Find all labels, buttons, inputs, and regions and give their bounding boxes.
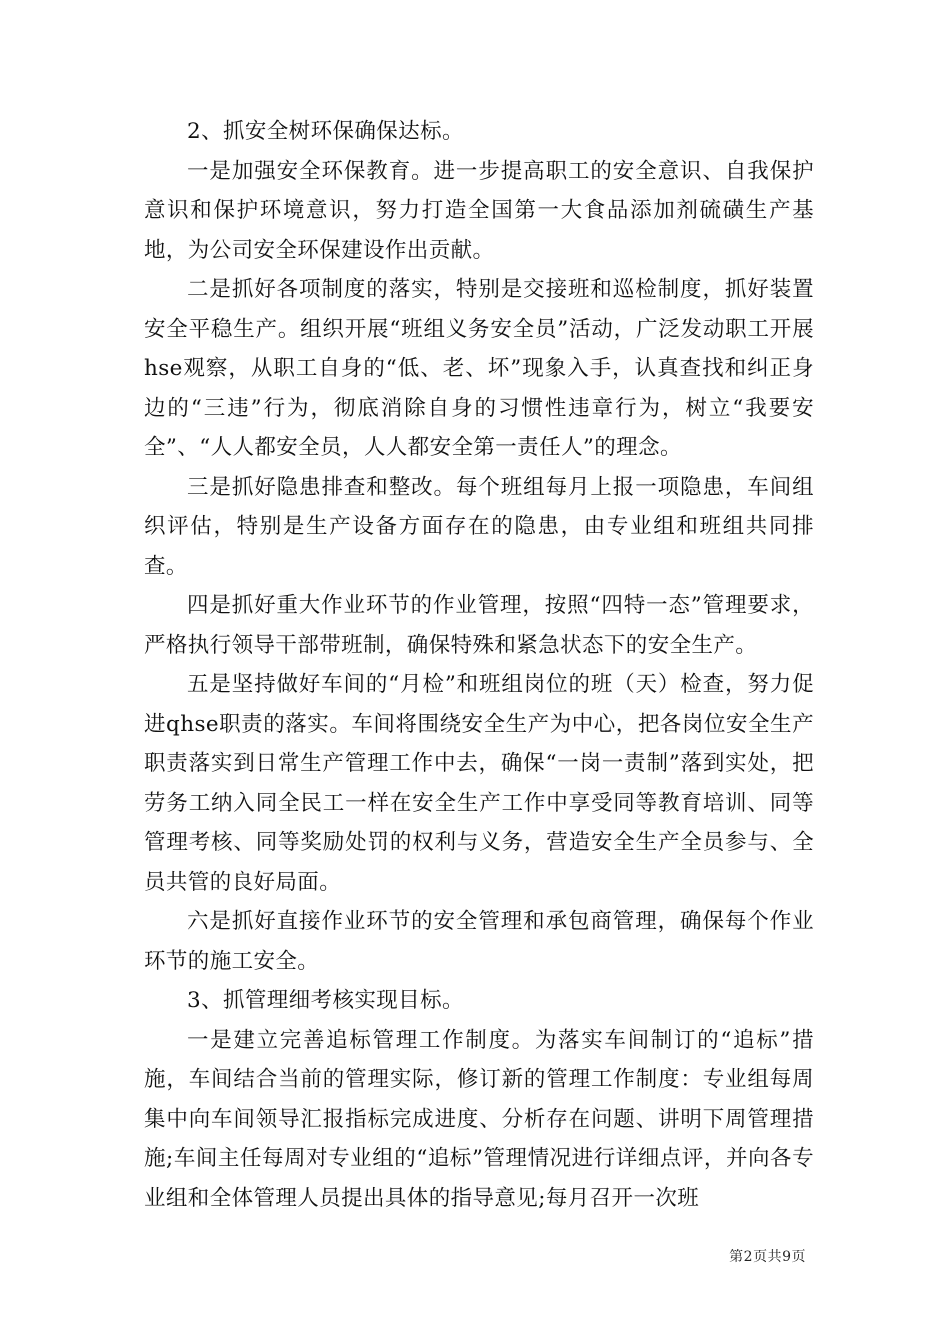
- paragraph-tracking-system: 一是建立完善追标管理工作制度。为落实车间制订的“追标”措施，车间结合当前的管理实际，修订新的管理工作制度：专业组每周集中向车间领导汇报指标完成进度、分析存在问题、讲明下周管理措施;车间主任每周对专业组的“追标”管理情况进行详细点评，并向各专业组和全体管理人员提出具体的指导意见;每月召开一次班: [144, 1027, 814, 1211]
- paragraph-major-operations: 四是抓好重大作业环节的作业管理，按照“四特一态”管理要求，严格执行领导干部带班制，确保特殊和紧急状态下的安全生产。: [144, 593, 814, 658]
- paragraph-monthly-check: 五是坚持做好车间的“月检”和班组岗位的班（天）检查，努力促进qhse职责的落实。车间将围绕安全生产为中心，把各岗位安全生产职责落实到日常生产管理工作中去，确保“一岗一责制”落到实处，把劳务工纳入同全民工一样在安全生产工作中享受同等教育培训、同等管理考核、同等奖励处罚的权利与义务，营造安全生产全员参与、全员共管的良好局面。: [144, 672, 814, 895]
- section-heading-2: 2、抓安全树环保确保达标。: [187, 119, 464, 144]
- page-number-footer: 第2页共9页: [729, 1249, 806, 1265]
- section-heading-3: 3、抓管理细考核实现目标。: [187, 988, 464, 1013]
- paragraph-hazard-inspection: 三是抓好隐患排查和整改。每个班组每月上报一项隐患，车间组织评估，特别是生产设备方面存在的隐患，由专业组和班组共同排查。: [144, 474, 814, 579]
- document-body: [144, 112, 814, 1218]
- paragraph-safety-education: 一是加强安全环保教育。进一步提高职工的安全意识、自我保护意识和保护环境意识，努力打造全国第一大食品添加剂硫磺生产基地，为公司安全环保建设作出贡献。: [144, 158, 814, 263]
- paragraph-system-implementation: 二是抓好各项制度的落实，特别是交接班和巡检制度，抓好装置安全平稳生产。组织开展“班组义务安全员”活动，广泛发动职工开展hse观察，从职工自身的“低、老、坏”现象入手，认真查找和纠正身边的“三违”行为，彻底消除自身的习惯性违章行为，树立“我要安全”、“人人都安全员，人人都安全第一责任人”的理念。: [144, 277, 814, 460]
- paragraph-contractor-management: 六是抓好直接作业环节的安全管理和承包商管理，确保每个作业环节的施工安全。: [144, 909, 814, 974]
